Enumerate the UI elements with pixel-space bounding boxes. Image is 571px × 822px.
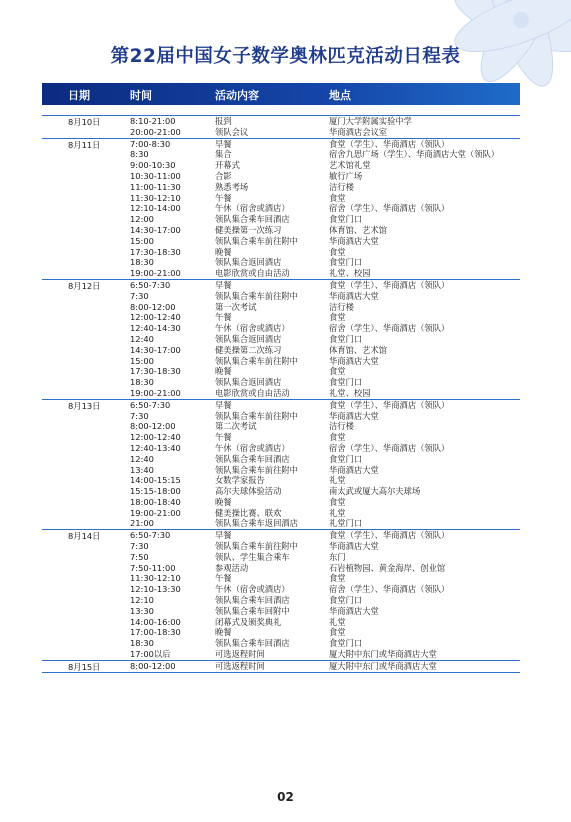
day-group [42, 529, 520, 660]
table-row [42, 139, 520, 150]
row-activity: 领队集合乘车前往附中 [215, 290, 298, 301]
row-activity: 领队集合乘车前往附中 [215, 410, 298, 421]
row-location: 食堂 [329, 432, 346, 443]
row-activity: 报到 [215, 116, 232, 126]
row-time: 18:30 [130, 638, 154, 649]
row-time: 10:30-11:00 [130, 170, 181, 181]
row-time: 12:00-12:40 [130, 312, 181, 323]
row-activity: 领队集合乘车前往附中 [215, 464, 298, 475]
table-row [42, 508, 520, 519]
row-time: 14:30-17:00 [130, 344, 181, 355]
page-number: 02 [277, 790, 294, 804]
row-activity: 第二次考试 [215, 421, 257, 432]
row-time: 18:30 [130, 377, 154, 388]
table-row [42, 280, 520, 291]
table-row [42, 116, 520, 127]
row-location: 华商酒店大堂 [329, 464, 379, 475]
row-activity: 可选返程时间 [215, 660, 265, 671]
row-time: 14:00-15:15 [130, 475, 181, 486]
row-location: 厦门大学附属实验中学 [329, 116, 412, 126]
row-time: 12:40-13:40 [130, 442, 181, 453]
row-location: 食堂（学生）、华商酒店（领队） [329, 138, 450, 149]
page-title: 第22届中国女子数学奥林匹克活动日程表 [110, 46, 461, 67]
row-activity: 领队集合返回酒店 [215, 377, 282, 388]
table-row [42, 486, 520, 497]
row-location: 华商酒店会议室 [329, 126, 388, 137]
table-row [42, 257, 520, 268]
row-location: 宿舍（学生）、华商酒店（领队） [329, 442, 450, 453]
table-row [42, 541, 520, 552]
row-location: 礼堂门口 [329, 518, 363, 529]
table-row [42, 400, 520, 411]
row-activity: 领队集合乘车回酒店 [215, 638, 290, 649]
row-activity: 领队集合乘车回酒店 [215, 595, 290, 606]
table-row [42, 617, 520, 628]
table-row [42, 454, 520, 465]
day-date: 8月15日 [68, 661, 101, 672]
row-location: 洁行楼 [329, 301, 354, 312]
row-location: 厦大附中东门或华商酒店大堂 [329, 660, 437, 671]
row-time: 17:00以后 [130, 649, 171, 660]
row-activity: 熟悉考场 [215, 181, 249, 192]
row-location: 礼堂 [329, 507, 346, 518]
day-date: 8月11日 [68, 139, 101, 150]
row-activity: 晚餐 [215, 366, 232, 377]
table-row [42, 312, 520, 323]
row-activity: 领队集合乘车回附中 [215, 605, 290, 616]
row-activity: 可选返程时间 [215, 649, 265, 660]
row-location: 艺术馆礼堂 [329, 160, 371, 171]
row-time: 12:40-14:30 [130, 323, 181, 334]
row-location: 礼堂、校园 [329, 268, 371, 279]
table-row [42, 411, 520, 422]
row-activity: 女数学家报告 [215, 475, 265, 486]
row-activity: 早餐 [215, 530, 232, 541]
table-row [42, 377, 520, 388]
table-row [42, 638, 520, 649]
table-row [42, 497, 520, 508]
row-time: 7:30 [130, 541, 149, 552]
row-activity: 早餐 [215, 399, 232, 410]
row-time: 8:00-12:00 [130, 301, 176, 312]
row-activity: 领队、学生集合乘车 [215, 551, 290, 562]
row-time: 7:30 [130, 290, 149, 301]
day-date: 8月12日 [68, 280, 101, 291]
row-activity: 午餐 [215, 432, 232, 443]
row-time: 15:00 [130, 355, 154, 366]
row-activity: 午休（宿舍或酒店） [215, 442, 290, 453]
row-activity: 参观活动 [215, 562, 249, 573]
table-row [42, 388, 520, 399]
row-time: 15:00 [130, 235, 154, 246]
row-time: 17:30-18:30 [130, 246, 181, 257]
table-row [42, 323, 520, 334]
row-activity: 早餐 [215, 279, 232, 290]
day-date: 8月14日 [68, 531, 101, 542]
row-time: 12:10-13:30 [130, 584, 181, 595]
row-time: 9:00-10:30 [130, 160, 176, 171]
row-location: 食堂 [329, 366, 346, 377]
row-location: 食堂（学生）、华商酒店（领队） [329, 530, 450, 541]
row-time: 21:00 [130, 518, 154, 529]
table-row [42, 661, 520, 672]
table-row [42, 225, 520, 236]
table-row [42, 465, 520, 476]
day-group [42, 115, 520, 138]
row-time: 8:30 [130, 149, 149, 160]
row-time: 20:00-21:00 [130, 126, 181, 137]
row-activity: 高尔夫球体验活动 [215, 486, 282, 497]
row-activity: 合影 [215, 170, 232, 181]
table-row [42, 530, 520, 541]
row-time: 12:40 [130, 333, 154, 344]
row-location: 食堂 [329, 627, 346, 638]
table-row [42, 475, 520, 486]
row-location: 宿舍（学生）、华商酒店（领队） [329, 323, 450, 334]
row-location: 食堂门口 [329, 333, 363, 344]
table-row [42, 236, 520, 247]
row-activity: 晚餐 [215, 496, 232, 507]
row-time: 18:00-18:40 [130, 496, 181, 507]
row-location: 食堂门口 [329, 595, 363, 606]
table-row [42, 203, 520, 214]
row-location: 厦大附中东门或华商酒店大堂 [329, 649, 437, 660]
row-activity: 健美操比赛、联欢 [215, 507, 282, 518]
row-activity: 午休（宿舍或酒店） [215, 323, 290, 334]
row-location: 华商酒店大堂 [329, 410, 379, 421]
row-time: 8:00-12:00 [130, 660, 176, 671]
row-time: 15:15-18:00 [130, 486, 181, 497]
row-time: 12:40 [130, 453, 154, 464]
row-activity: 午休（宿舍或酒店） [215, 203, 290, 214]
row-location: 食堂（学生）、华商酒店（领队） [329, 279, 450, 290]
table-header [42, 83, 520, 105]
table-row [42, 268, 520, 279]
row-location: 宿舍九思广场（学生）、华商酒店大堂（领队） [329, 149, 500, 160]
row-time: 7:50-11:00 [130, 562, 176, 573]
row-time: 12:10-14:00 [130, 203, 181, 214]
table-row [42, 182, 520, 193]
table-row [42, 649, 520, 660]
table-row [42, 627, 520, 638]
table-row [42, 356, 520, 367]
table-row [42, 345, 520, 356]
row-time: 12:00-12:40 [130, 432, 181, 443]
row-location: 食堂 [329, 312, 346, 323]
row-time: 17:00-18:30 [130, 627, 181, 638]
table-row [42, 214, 520, 225]
row-time: 13:40 [130, 464, 154, 475]
row-location: 食堂 [329, 192, 346, 203]
table-row [42, 584, 520, 595]
row-activity: 健美操第二次练习 [215, 344, 282, 355]
row-location: 食堂门口 [329, 214, 363, 225]
table-row [42, 247, 520, 258]
table-row [42, 193, 520, 204]
row-location: 食堂门口 [329, 453, 363, 464]
row-time: 12:00 [130, 214, 154, 225]
row-activity: 电影欣赏或自由活动 [215, 268, 290, 279]
day-group [42, 279, 520, 399]
table-row [42, 171, 520, 182]
row-location: 华商酒店大堂 [329, 235, 379, 246]
table-row [42, 302, 520, 313]
table-row [42, 432, 520, 443]
row-time: 18:30 [130, 257, 154, 268]
table-row [42, 291, 520, 302]
row-activity: 领队集合乘车返回酒店 [215, 518, 298, 529]
row-location: 食堂（学生）、华商酒店（领队） [329, 399, 450, 410]
row-activity: 午餐 [215, 312, 232, 323]
row-time: 19:00-21:00 [130, 268, 181, 279]
row-time: 6:50-7:30 [130, 279, 171, 290]
row-activity: 电影欣赏或自由活动 [215, 387, 290, 398]
row-activity: 集合 [215, 149, 232, 160]
day-group [42, 138, 520, 279]
row-activity: 开幕式 [215, 160, 240, 171]
header-location: 地点 [329, 89, 351, 102]
row-time: 7:30 [130, 410, 149, 421]
table-row [42, 366, 520, 377]
row-activity: 晚餐 [215, 627, 232, 638]
table-row [42, 595, 520, 606]
header-activity: 活动内容 [215, 89, 259, 102]
row-activity: 健美操第一次练习 [215, 224, 282, 235]
table-row [42, 127, 520, 138]
row-location: 食堂门口 [329, 377, 363, 388]
row-time: 19:00-21:00 [130, 507, 181, 518]
row-activity: 领队集合乘车回酒店 [215, 214, 290, 225]
row-location: 敏行广场 [329, 170, 363, 181]
row-location: 石岩植物园、黄金海岸、创业馆 [329, 562, 446, 573]
row-activity: 领队会议 [215, 126, 249, 137]
row-location: 华商酒店大堂 [329, 541, 379, 552]
row-time: 8:00-12:00 [130, 421, 176, 432]
row-location: 食堂 [329, 246, 346, 257]
row-time: 13:30 [130, 605, 154, 616]
row-time: 14:00-16:00 [130, 616, 181, 627]
row-activity: 领队集合乘车回酒店 [215, 453, 290, 464]
row-activity: 第一次考试 [215, 301, 257, 312]
day-group [42, 399, 520, 530]
row-activity: 午休（宿舍或酒店） [215, 584, 290, 595]
table-row [42, 421, 520, 432]
row-time: 6:50-7:30 [130, 399, 171, 410]
row-location: 洁行楼 [329, 421, 354, 432]
day-date: 8月13日 [68, 400, 101, 411]
row-activity: 领队集合返回酒店 [215, 333, 282, 344]
row-activity: 午餐 [215, 573, 232, 584]
row-location: 体育馆、艺术馆 [329, 344, 388, 355]
row-time: 14:30-17:00 [130, 224, 181, 235]
row-time: 11:30-12:10 [130, 192, 181, 203]
schedule-table [42, 115, 520, 673]
header-time: 时间 [130, 89, 152, 102]
row-location: 礼堂、校园 [329, 387, 371, 398]
row-location: 华商酒店大堂 [329, 605, 379, 616]
row-activity: 领队集合返回酒店 [215, 257, 282, 268]
table-row [42, 149, 520, 160]
row-location: 体育馆、艺术馆 [329, 224, 388, 235]
row-time: 6:50-7:30 [130, 530, 171, 541]
row-location: 东门 [329, 551, 346, 562]
row-time: 17:30-18:30 [130, 366, 181, 377]
row-location: 南太武或厦大高尔夫球场 [329, 486, 421, 497]
day-date: 8月10日 [68, 117, 101, 127]
row-time: 11:00-11:30 [130, 181, 181, 192]
row-location: 礼堂 [329, 475, 346, 486]
row-activity: 闭幕式及颁奖典礼 [215, 616, 282, 627]
table-row [42, 552, 520, 563]
row-activity: 午餐 [215, 192, 232, 203]
table-row [42, 563, 520, 574]
day-group [42, 660, 520, 673]
table-row [42, 518, 520, 529]
table-row [42, 443, 520, 454]
row-activity: 早餐 [215, 138, 232, 149]
row-activity: 领队集合乘车前往附中 [215, 355, 298, 366]
row-location: 洁行楼 [329, 181, 354, 192]
row-activity: 领队集合乘车前往附中 [215, 235, 298, 246]
row-location: 宿舍（学生）、华商酒店（领队） [329, 584, 450, 595]
row-time: 8:10-21:00 [130, 116, 176, 126]
row-location: 食堂门口 [329, 257, 363, 268]
row-activity: 晚餐 [215, 246, 232, 257]
table-row [42, 334, 520, 345]
header-date: 日期 [68, 89, 90, 102]
row-location: 食堂门口 [329, 638, 363, 649]
row-location: 华商酒店大堂 [329, 290, 379, 301]
row-location: 宿舍（学生）、华商酒店（领队） [329, 203, 450, 214]
row-time: 12:10 [130, 595, 154, 606]
row-time: 11:30-12:10 [130, 573, 181, 584]
row-time: 19:00-21:00 [130, 387, 181, 398]
table-row [42, 160, 520, 171]
row-time: 7:50 [130, 551, 149, 562]
table-row [42, 573, 520, 584]
row-location: 礼堂 [329, 616, 346, 627]
table-row [42, 606, 520, 617]
row-time: 7:00-8:30 [130, 138, 171, 149]
row-activity: 领队集合乘车前往附中 [215, 541, 298, 552]
row-location: 华商酒店大堂 [329, 355, 379, 366]
row-location: 食堂 [329, 573, 346, 584]
row-location: 食堂 [329, 496, 346, 507]
